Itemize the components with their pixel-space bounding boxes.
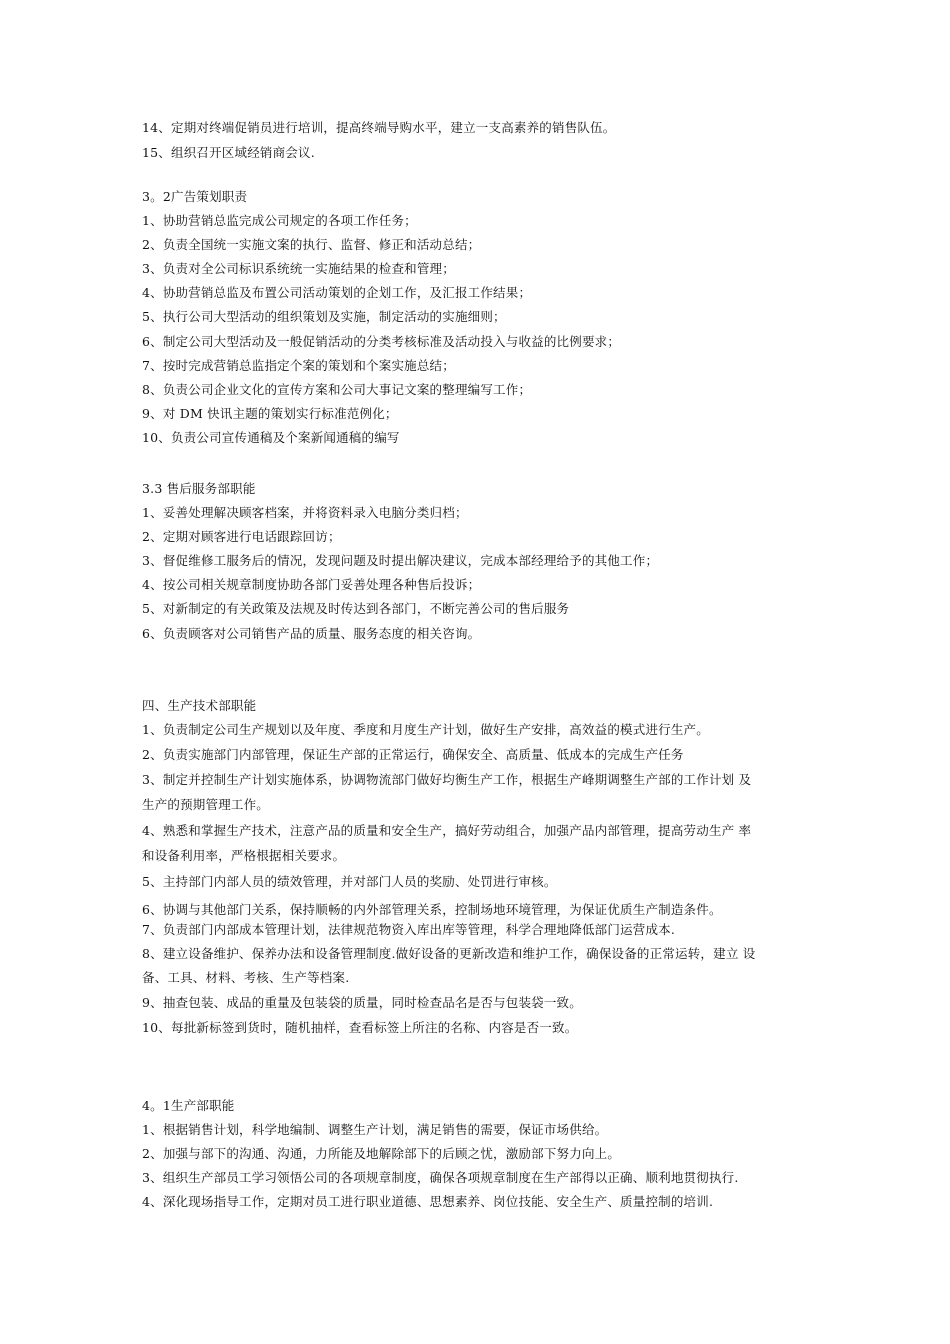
text-line: 4、深化现场指导工作，定期对员工进行职业道德、思想素养、岗位技能、安全生产、质量控制的培训. bbox=[142, 1194, 714, 1209]
text-line: 8、负责公司企业文化的宣传方案和公司大事记文案的整理编写工作； bbox=[142, 382, 532, 397]
section-heading-4: 四、生产技术部职能 bbox=[142, 698, 257, 713]
text-line: 9、抽查包装、成品的重量及包装袋的质量，同时检查品名是否与包装袋一致。 bbox=[142, 995, 582, 1010]
text-line: 5、主持部门内部人员的绩效管理，并对部门人员的奖励、处罚进行审核。 bbox=[142, 874, 557, 889]
text-line: 15、组织召开区域经销商会议. bbox=[142, 145, 315, 160]
text-line: 3、负责对全公司标识系统统一实施结果的检查和管理； bbox=[142, 261, 455, 276]
text-line: 7、负责部门内部成本管理计划，法律规范物资入库出库等管理，科学合理地降低部门运营成本. bbox=[142, 922, 676, 937]
text-line: 1、协助营销总监完成公司规定的各项工作任务； bbox=[142, 213, 417, 228]
section-heading-3-3: 3.3 售后服务部职能 bbox=[142, 481, 256, 496]
text-line: 6、协调与其他部门关系，保持顺畅的内外部管理关系，控制场地环境管理，为保证优质生产制造条件。 bbox=[142, 902, 722, 917]
text-line: 10、负责公司宣传通稿及个案新闻通稿的编写 bbox=[142, 430, 400, 445]
text-line: 6、制定公司大型活动及一般促销活动的分类考核标准及活动投入与收益的比例要求； bbox=[142, 334, 621, 349]
text-line: 2、加强与部下的沟通、沟通，力所能及地解除部下的后顾之忧，激励部下努力向上。 bbox=[142, 1146, 621, 1161]
text-line: 3、制定并控制生产计划实施体系，协调物流部门做好均衡生产工作，根据生产峰期调整生产部的工作计划 及 bbox=[142, 772, 752, 787]
text-line: 8、建立设备维护、保养办法和设备管理制度.做好设备的更新改造和维护工作，确保设备的正常运转，建立 设 bbox=[142, 946, 756, 961]
text-line: 生产的预期管理工作。 bbox=[142, 797, 270, 812]
text-line: 4、熟悉和掌握生产技术，注意产品的质量和安全生产，搞好劳动组合，加强产品内部管理，提高劳动生产 率 bbox=[142, 823, 752, 838]
text-line: 2、负责全国统一实施文案的执行、监督、修正和活动总结； bbox=[142, 237, 481, 252]
text-line: 10、每批新标签到货时，随机抽样，查看标签上所注的名称、内容是否一致。 bbox=[142, 1020, 578, 1035]
text-line: 6、负责顾客对公司销售产品的质量、服务态度的相关咨询。 bbox=[142, 626, 481, 641]
text-line: 9、对 DM 快讯主题的策划实行标准范例化； bbox=[142, 406, 398, 421]
text-line: 7、按时完成营销总监指定个案的策划和个案实施总结； bbox=[142, 358, 455, 373]
text-line: 1、负责制定公司生产规划以及年度、季度和月度生产计划，做好生产安排，高效益的模式进行生产。 bbox=[142, 722, 709, 737]
section-heading-4-1: 4。1生产部职能 bbox=[142, 1098, 235, 1113]
text-line: 4、协助营销总监及布置公司活动策划的企划工作，及汇报工作结果； bbox=[142, 285, 532, 300]
text-line: 和设备利用率，严格根据相关要求。 bbox=[142, 848, 346, 863]
text-line: 2、负责实施部门内部管理，保证生产部的正常运行，确保安全、高质量、低成本的完成生产任务 bbox=[142, 747, 684, 762]
text-line: 备、工具、材料、考核、生产等档案. bbox=[142, 970, 350, 985]
text-line: 14、定期对终端促销员进行培训，提高终端导购水平，建立一支高素养的销售队伍。 bbox=[142, 120, 616, 135]
text-line: 1、根据销售计划，科学地编制、调整生产计划，满足销售的需要，保证市场供给。 bbox=[142, 1122, 608, 1137]
text-line: 1、妥善处理解决顾客档案，并将资料录入电脑分类归档； bbox=[142, 505, 468, 520]
text-line: 3、督促维修工服务后的情况，发现问题及时提出解决建议，完成本部经理给予的其他工作； bbox=[142, 553, 659, 568]
text-line: 5、对新制定的有关政策及法规及时传达到各部门，不断完善公司的售后服务 bbox=[142, 601, 570, 616]
text-line: 4、按公司相关规章制度协助各部门妥善处理各种售后投诉； bbox=[142, 577, 481, 592]
text-line: 5、执行公司大型活动的组织策划及实施，制定活动的实施细则； bbox=[142, 309, 506, 324]
section-heading-3-2: 3。2广告策划职责 bbox=[142, 189, 248, 204]
text-line: 3、组织生产部员工学习领悟公司的各项规章制度，确保各项规章制度在生产部得以正确、顺利地贯彻执行. bbox=[142, 1170, 739, 1185]
text-line: 2、定期对顾客进行电话跟踪回访； bbox=[142, 529, 341, 544]
